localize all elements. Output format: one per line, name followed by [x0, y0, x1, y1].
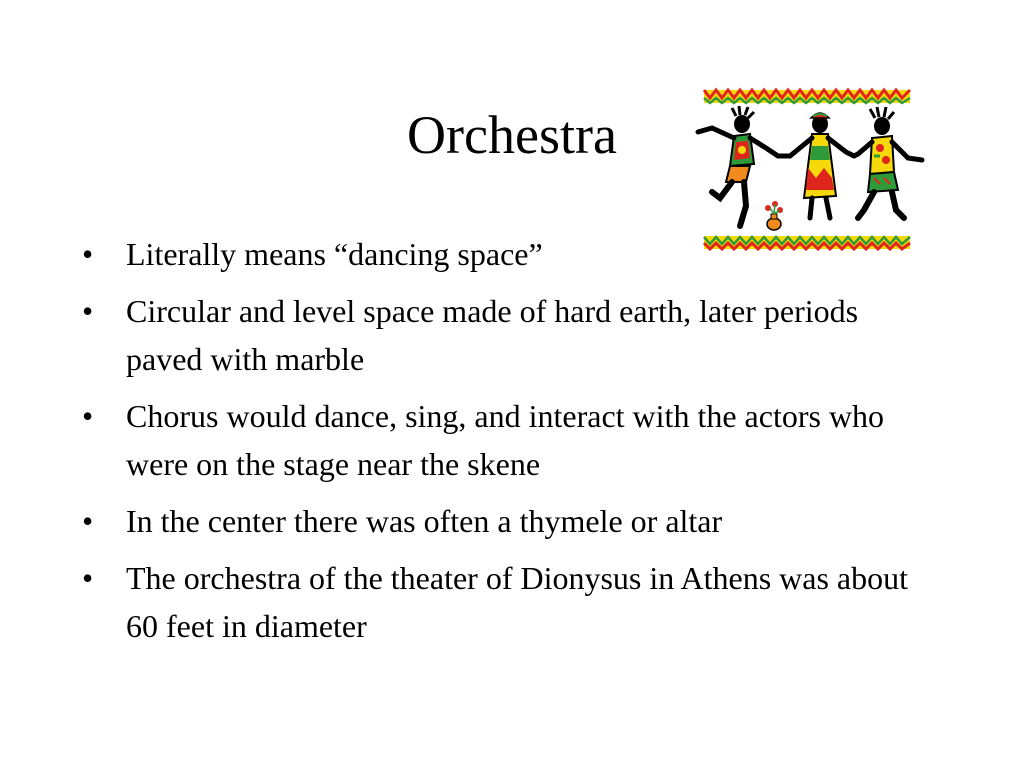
bullet-text: The orchestra of the theater of Dionysus in Athens was about 60 feet in diameter: [126, 560, 909, 644]
bullet-dot: •: [82, 560, 94, 596]
bullet-dot: •: [82, 503, 94, 539]
top-zigzag-border: [704, 90, 910, 103]
bullet-item: [82, 392, 942, 488]
bullet-text: Literally means “dancing space”: [126, 236, 543, 272]
bullet-text: Circular and level space made of hard earth, later periods paved with marble: [126, 293, 859, 377]
bullet-text: In the center there was often a thymele or altar: [126, 503, 723, 539]
dancers-clipart-icon: [690, 86, 926, 254]
flower-vase-icon: [765, 201, 783, 230]
bullet-item: [82, 230, 942, 278]
bullet-item: [82, 497, 942, 545]
bullet-dot: •: [82, 293, 94, 329]
bullet-text: Chorus would dance, sing, and interact with the actors who were on the stage near the skene: [126, 398, 885, 482]
dancer-right-figure: [854, 107, 922, 218]
slide-title: Orchestra: [407, 105, 617, 165]
dancer-middle-figure: [778, 113, 854, 218]
bullet-dot: •: [82, 398, 94, 434]
bullet-item: [82, 287, 942, 383]
bullet-list: [82, 230, 942, 659]
bullet-dot: •: [82, 236, 94, 272]
bullet-item: [82, 554, 942, 650]
